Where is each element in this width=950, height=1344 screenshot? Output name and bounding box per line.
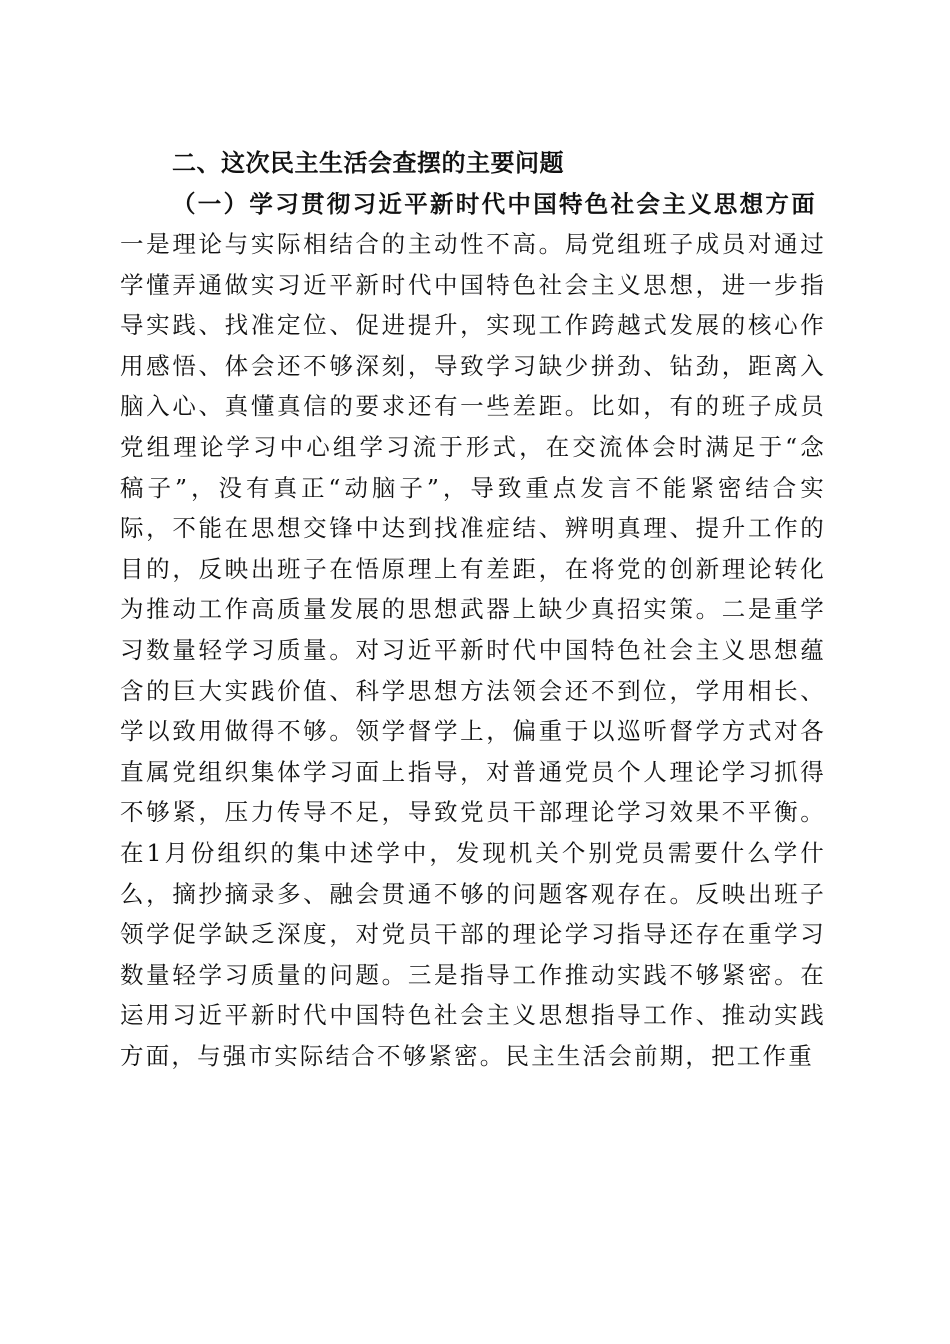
section-heading: 二、这次民主生活会查摆的主要问题 [172,149,564,177]
subsection-heading: （一）学习贯彻习近平新时代中国特色社会主义思想方面 [172,190,817,218]
document-content [120,142,826,1076]
body-paragraph: 一是理论与实际相结合的主动性不高。局党组班子成员对通过学懂弄通做实习近平新时代中国特色社会主义思想，进一步指导实践、找准定位、促进提升，实现工作跨越式发展的核心作用感悟、体会还不够深刻，导致学习缺少拼劲、钻劲，距离入脑入心、真懂真信的要求还有一些差距。比如，有的班子成员党组理论学习中心组学习流于形式，在交流体会时满足于“念稿子”，没有真正“动脑子”，导致重点发言不能紧密结合实际，不能在思想交锋中达到找准症结、辨明真理、提升工作的目的，反映出班子在悟原理上有差距，在将党的创新理论转化为推动工作高质量发展的思想武器上缺少真招实策。二是重学习数量轻学习质量。对习近平新时代中国特色社会主义思想蕴含的巨大实践价值、科学思想方法领会还不到位，学用相长、学以致用做得不够。领学督学上，偏重于以巡听督学方式对各直属党组织集体学习面上指导，对普通党员个人理论学习抓得不够紧，压力传导不足，导致党员干部理论学习效果不平衡。在1月份组织的集中述学中，发现机关个别党员需要什么学什么，摘抄摘录多、融会贯通不够的问题客观存在。反映出班子领学促学缺乏深度，对党员干部的理论学习指导还存在重学习数量轻学习质量的问题。三是指导工作推动实践不够紧密。在运用习近平新时代中国特色社会主义思想指导工作、推动实践方面，与强市实际结合不够紧密。民主生活会前期，把工作重 [120,230,826,1070]
